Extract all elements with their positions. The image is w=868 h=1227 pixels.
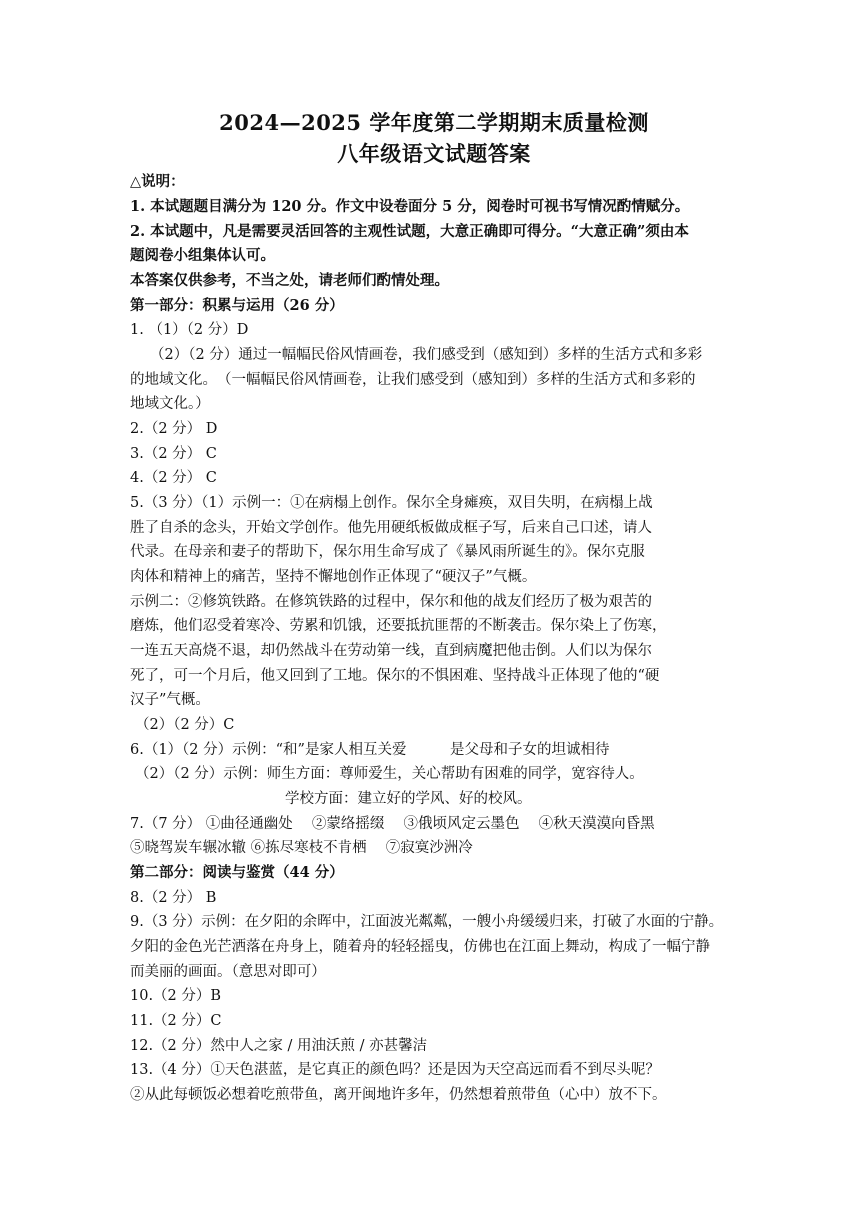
answer-line: 7.（7 分） ①曲径通幽处 ②蒙络摇缀 ③俄顷风定云墨色 ④秋天漠漠向昏黑 (130, 816, 655, 832)
answer-line: 汉子”气概。 (130, 692, 210, 708)
answer-line: 1. （1）（2 分）D (130, 322, 249, 338)
answer-line: 13.（4 分）①天色湛蓝，是它真正的颜色吗？还是因为天空高远而看不到尽头呢？ (130, 1062, 660, 1078)
answer-line: 10.（2 分）B (130, 988, 222, 1004)
note-2a: 2. 本试题中，凡是需要灵活回答的主观性试题，大意正确即可得分。“大意正确”须由本 (130, 223, 689, 240)
answer-line: （2）（2 分）C (135, 717, 235, 733)
part2-heading: 第二部分：阅读与鉴赏（44 分） (130, 864, 344, 881)
answer-line: 地域文化。） (130, 396, 210, 412)
answer-line: （2）（2 分）通过一幅幅民俗风情画卷，我们感受到（感知到）多样的生活方式和多彩 (150, 347, 703, 363)
answer-line: ②从此每顿饭必想着吃煎带鱼，离开闽地许多年，仍然想着煎带鱼（心中）放不下。 (130, 1087, 667, 1103)
answer-line: 8.（2 分） B (130, 890, 217, 906)
answer-line: 肉体和精神上的痛苦，坚持不懈地创作正体现了“硬汉子”气概。 (130, 569, 537, 585)
answer-line: 的地域文化。 （一幅幅民俗风情画卷，让我们感受到（感知到）多样的生活方式和多彩的 (130, 372, 696, 388)
answer-line: 示例二：②修筑铁路。在修筑铁路的过程中，保尔和他的战友们经历了极为艰苦的 (130, 594, 652, 610)
answer-line: 夕阳的金色光芒洒落在舟身上，随着舟的轻轻摇曳，仿佛也在江面上舞动，构成了一幅宁静 (130, 939, 710, 955)
answer-line: ⑤晓驾炭车辗冰辙 ⑥拣尽寒枝不肯栖 ⑦寂寞沙洲冷 (130, 840, 473, 856)
note-3: 本答案仅供参考，不当之处，请老师们酌情处理。 (130, 272, 449, 289)
answer-line: 磨炼，他们忍受着寒冷、劳累和饥饿，还要抵抗匪帮的不断袭击。保尔染上了伤寒， (130, 618, 667, 634)
answer-line: 6.（1）（2 分）示例：“和”是家人相互关爱 是父母和子女的坦诚相待 (130, 742, 610, 758)
answer-line: （2）（2 分）示例：师生方面：尊师爱生，关心帮助有困难的同学，宽容待人。 (135, 766, 644, 782)
answer-line: 学校方面：建立好的学风、好的校风。 (285, 791, 532, 807)
answer-line: 11.（2 分）C (130, 1013, 222, 1029)
doc-subtitle: 八年级语文试题答案 (337, 141, 531, 166)
answer-line: 5.（3 分）（1）示例一：①在病榻上创作。保尔全身瘫痪，双目失明，在病榻上战 (130, 495, 653, 511)
answer-line: 死了，可一个月后，他又回到了工地。保尔的不惧困难、坚持战斗正体现了他的“硬 (130, 668, 660, 684)
answer-line: 9.（3 分）示例：在夕阳的余晖中，江面波光粼粼，一艘小舟缓缓归来，打破了水面的宁静。 (130, 914, 724, 930)
answer-line: 4.（2 分） C (130, 470, 217, 486)
notes-header: △说明： (130, 173, 185, 190)
answer-line: 2.（2 分） D (130, 421, 218, 437)
answer-line: 代录。在母亲和妻子的帮助下，保尔用生命写成了《暴风雨所诞生的》。保尔克服 (130, 544, 645, 560)
doc-title: 2024—2025 学年度第二学期期末质量检测 (219, 110, 649, 135)
answer-line: 而美丽的画面。（意思对即可） (130, 964, 326, 980)
answer-line: 一连五天高烧不退，却仍然战斗在劳动第一线，直到病魔把他击倒。人们以为保尔 (130, 643, 652, 659)
answer-line: 胜了自杀的念头，开始文学创作。他先用硬纸板做成框子写，后来自己口述，请人 (130, 520, 652, 536)
note-2b: 题阅卷小组集体认可。 (130, 247, 275, 264)
answer-line: 12.（2 分）然中人之家 / 用油沃煎 / 亦甚馨洁 (130, 1038, 428, 1054)
answer-line: 3.（2 分） C (130, 446, 217, 462)
note-1: 1. 本试题题目满分为 120 分。作文中设卷面分 5 分，阅卷时可视书写情况酌情赋分。 (130, 198, 690, 215)
part1-heading: 第一部分：积累与运用（26 分） (130, 297, 344, 314)
